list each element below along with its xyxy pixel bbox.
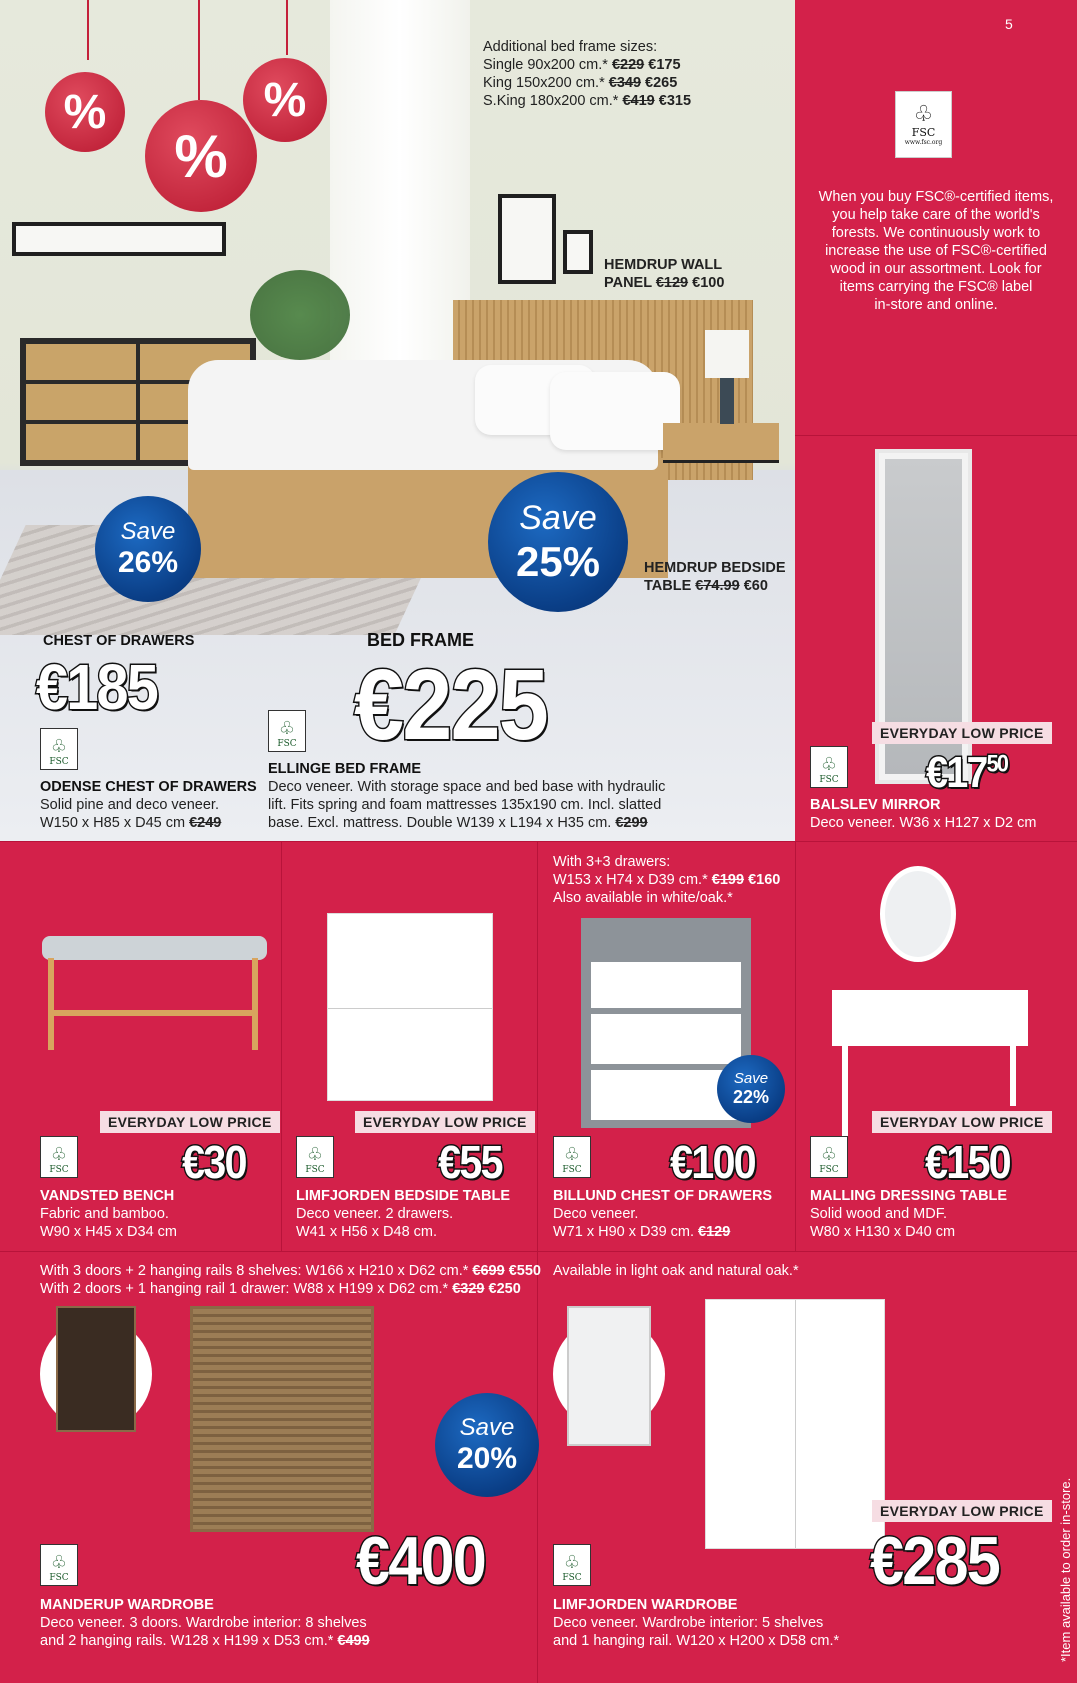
fsc-logo-icon: ♧ FSC bbox=[268, 710, 306, 752]
bedside-callout bbox=[644, 559, 786, 595]
product-name: BALSLEV MIRROR bbox=[810, 797, 941, 813]
wall-picture-small bbox=[563, 230, 593, 274]
bedside-table-image bbox=[327, 913, 493, 1101]
billund-chest-info: BILLUND CHEST OF DRAWERS Deco veneer. W71 x H90 x D39 cm. €129 bbox=[553, 1188, 773, 1240]
product-desc: Deco veneer. With storage space and bed base with hydraulic bbox=[268, 779, 666, 795]
limfjorden-bedside-info: LIMFJORDEN BEDSIDE TABLE Deco veneer. 2 drawers. W41 x H56 x D48 cm. bbox=[296, 1188, 511, 1240]
new-price: €60 bbox=[743, 578, 768, 594]
fsc-logo-icon: ♧ FSC bbox=[40, 728, 78, 770]
bed-product-info bbox=[268, 760, 665, 832]
wall-picture bbox=[498, 194, 556, 284]
product-name: ELLINGE BED FRAME bbox=[268, 761, 422, 777]
vandsted-bench-info: VANDSTED BENCH Fabric and bamboo. W90 x H45 x D34 cm bbox=[40, 1188, 177, 1240]
new-price: €175 bbox=[648, 57, 681, 73]
size-label: Single 90x200 cm.* bbox=[483, 57, 608, 73]
product-price: €285 bbox=[870, 1523, 999, 1599]
divider bbox=[0, 1251, 1077, 1252]
save-badge bbox=[95, 496, 201, 602]
wall-mirror bbox=[12, 222, 226, 256]
save-percent: 26% bbox=[117, 546, 179, 579]
lamp-base bbox=[720, 378, 734, 424]
old-price: €349 bbox=[608, 75, 642, 91]
fsc-logo-icon: ♧ FSC bbox=[40, 1544, 78, 1586]
bed-label: BED FRAME bbox=[367, 630, 474, 650]
fsc-certification-logo-icon: ♧ FSC www.fsc.org bbox=[895, 91, 952, 158]
new-price: €265 bbox=[645, 75, 678, 91]
fsc-logo-icon: ♧ FSC bbox=[553, 1544, 591, 1586]
mirror-product-info bbox=[810, 796, 1036, 832]
divider bbox=[0, 841, 1077, 842]
size-label: S.King 180x200 cm.* bbox=[483, 93, 619, 109]
bed-price: €225 bbox=[354, 649, 548, 761]
bench-leg bbox=[252, 958, 258, 1050]
callout-name: HEMDRUP BEDSIDE bbox=[644, 560, 786, 576]
product-price: €150 bbox=[925, 1136, 1010, 1188]
manderup-variant-info: With 3 doors + 2 hanging rails 8 shelves: W166 x H210 x D62 cm.* €699 €550 With 2 doors + 1 hanging rail 1 drawer: W88 x H199 x D62 cm.* €329 €250 bbox=[40, 1263, 541, 1297]
fsc-logo-icon: ♧ FSC bbox=[296, 1136, 334, 1178]
dressing-table-image bbox=[832, 990, 1028, 1046]
tag-string bbox=[286, 0, 288, 55]
size-label: King 150x200 cm.* bbox=[483, 75, 605, 91]
chest-product-info bbox=[40, 778, 257, 832]
bed-size-line bbox=[483, 56, 691, 74]
save-percent: 25% bbox=[515, 537, 601, 585]
product-price: €100 bbox=[670, 1136, 755, 1188]
bench-shelf bbox=[50, 1010, 256, 1016]
save-badge: Save 20% bbox=[435, 1393, 539, 1497]
old-price: €74.99 bbox=[695, 578, 740, 594]
product-name: ODENSE CHEST OF DRAWERS bbox=[40, 779, 257, 795]
fsc-logo-icon: ♧ FSC bbox=[553, 1136, 591, 1178]
divider bbox=[795, 841, 796, 1251]
save-badge: Save 22% bbox=[717, 1055, 785, 1123]
tag-string bbox=[87, 0, 89, 60]
product-price: €30 bbox=[182, 1136, 246, 1188]
product-desc: base. Excl. mattress. Double W139 x L194 x H35 cm. bbox=[268, 815, 612, 831]
dressing-table-leg bbox=[842, 1046, 848, 1146]
manderup-wardrobe-info: MANDERUP WARDROBE Deco veneer. 3 doors. Wardrobe interior: 8 shelves and 2 hanging rails. W128 x H199 x D53 cm.* €499 bbox=[40, 1597, 370, 1649]
wall-panel-callout bbox=[604, 256, 724, 292]
bench-leg bbox=[48, 958, 54, 1050]
discount-tag-icon: % bbox=[145, 100, 257, 212]
new-price: €100 bbox=[692, 275, 725, 291]
lamp bbox=[705, 330, 749, 378]
old-price: €249 bbox=[189, 815, 222, 831]
chest-label: CHEST OF DRAWERS bbox=[43, 633, 195, 649]
billund-variant-info: With 3+3 drawers: W153 x H74 x D39 cm.* €199 €160 Also available in white/oak.* bbox=[553, 854, 781, 906]
everyday-low-price-tag: EVERYDAY LOW PRICE bbox=[355, 1111, 535, 1133]
product-desc: Deco veneer. W36 x H127 x D2 cm bbox=[810, 815, 1037, 831]
bed-sizes-info bbox=[483, 38, 691, 110]
pillow bbox=[550, 372, 680, 450]
bed-size-line bbox=[483, 74, 691, 92]
product-price: €400 bbox=[356, 1523, 485, 1599]
plant bbox=[250, 270, 350, 360]
chest-price: €185 bbox=[36, 651, 157, 723]
save-word: Save bbox=[120, 518, 176, 545]
discount-tag-icon: % bbox=[45, 72, 125, 152]
nightstand bbox=[663, 423, 779, 463]
divider bbox=[795, 435, 1077, 436]
old-price: €229 bbox=[611, 57, 645, 73]
divider bbox=[281, 841, 282, 1251]
old-price: €129 bbox=[655, 275, 689, 291]
bed-sizes-heading: Additional bed frame sizes: bbox=[483, 39, 658, 55]
footnote: *Item available to order in-store. bbox=[1058, 1477, 1073, 1662]
callout-name: HEMDRUP WALL bbox=[604, 257, 723, 273]
everyday-low-price-tag: EVERYDAY LOW PRICE bbox=[100, 1111, 280, 1133]
everyday-low-price-tag: EVERYDAY LOW PRICE bbox=[872, 1111, 1052, 1133]
product-desc: Solid pine and deco veneer. bbox=[40, 797, 219, 813]
malling-dressing-info: MALLING DRESSING TABLE Solid wood and MDF. W80 x H130 x D40 cm bbox=[810, 1188, 1008, 1240]
everyday-low-price-tag: EVERYDAY LOW PRICE bbox=[872, 722, 1052, 744]
callout-name: PANEL bbox=[604, 275, 652, 291]
everyday-low-price-tag: EVERYDAY LOW PRICE bbox=[872, 1500, 1052, 1522]
manderup-interior-image bbox=[56, 1306, 136, 1432]
callout-name: TABLE bbox=[644, 578, 692, 594]
manderup-wardrobe-image bbox=[190, 1306, 374, 1532]
fsc-logo-icon: ♧ FSC bbox=[40, 1136, 78, 1178]
product-desc: lift. Fits spring and foam mattresses 135x190 cm. Incl. slatted bbox=[268, 797, 662, 813]
mirror-price: $€17^{50}$ bbox=[926, 748, 1008, 797]
product-desc: W150 x H85 x D45 cm bbox=[40, 815, 186, 831]
new-price: €315 bbox=[658, 93, 692, 109]
fsc-logo-icon: ♧ FSC bbox=[810, 1136, 848, 1178]
page-number: 5 bbox=[1005, 16, 1013, 32]
fsc-logo-icon: ♧ FSC bbox=[810, 746, 848, 788]
tag-string bbox=[198, 0, 200, 100]
old-price: €419 bbox=[622, 93, 655, 109]
limfjorden-wardrobe-image bbox=[705, 1299, 885, 1549]
fsc-info-text: When you buy FSC®-certified items, you help take care of the world's forests. We continuously work to increase the use of FSC®-certified wood in our assortment. Look for items carrying the FSC® label in-store and online. bbox=[818, 189, 1054, 313]
save-badge bbox=[488, 472, 628, 612]
old-price: €299 bbox=[615, 815, 648, 831]
product-price: €55 bbox=[438, 1136, 502, 1188]
limfjorden-wardrobe-info: LIMFJORDEN WARDROBE Deco veneer. Wardrobe interior: 5 shelves and 1 hanging rail. W120 x H200 x D58 cm.* bbox=[553, 1597, 840, 1649]
bed-size-line bbox=[483, 92, 691, 110]
bench-image bbox=[42, 936, 267, 960]
dressing-table-leg bbox=[1010, 1046, 1016, 1106]
limfjorden-variant-info: Available in light oak and natural oak.* bbox=[553, 1263, 799, 1279]
discount-tag-icon: % bbox=[243, 58, 327, 142]
save-word: Save bbox=[519, 498, 597, 537]
dressing-table-mirror bbox=[880, 866, 956, 962]
limfjorden-interior-image bbox=[567, 1306, 651, 1446]
